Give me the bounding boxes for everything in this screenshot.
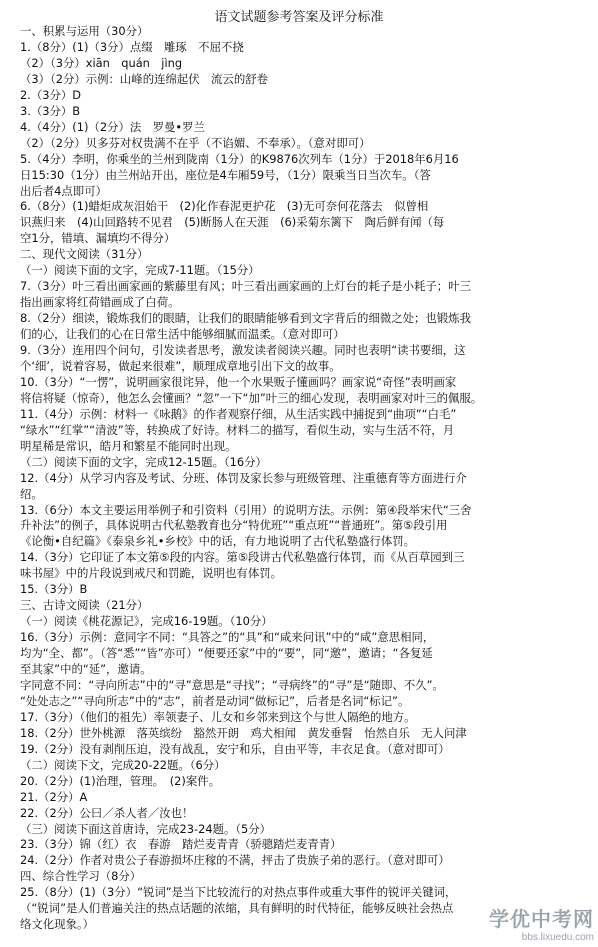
answer-line: 三、古诗文阅读（21分） (20, 598, 149, 613)
answer-line: 出后者4点即可） (20, 183, 107, 198)
answer-line: 24.（2分）作者对贵公子春游损坏庄稼的不满，抨击了贵族子弟的恶行。（意对即可） (20, 853, 450, 868)
answer-line: 明星稀是常识，皓月和繁星不能同时出现。 (20, 438, 237, 453)
answer-line: “绿水”“红掌”“清波”等，转换成了好诗。材料二的描写，看似生动，实与生活不符，月 (20, 422, 455, 437)
watermark (489, 903, 594, 943)
answer-line: 3.（3分）B (20, 103, 81, 118)
answer-line: （一）阅读下面的文字，完成7-11题。（15分） (20, 263, 260, 278)
watermark-url: bbs.lixuedu.com (521, 932, 594, 943)
answer-line: 16.（3分）示例：意同字不同：“具答之”的“具”和“咸来问讯”中的“咸”意思相同， (20, 630, 435, 645)
answer-line: 11.（4分）示例：材料一《咏鹅》的作者观察仔细，从生活实践中捕捉到“曲项”“白毛” (20, 406, 457, 421)
answer-line: 将信将疑（惊奇），他怎么会懂画？“忽”一下“加”叶三的细心发现，表明画家对叶三的佩服。 (20, 390, 483, 405)
answer-line: 5.（4分）李明，你乘坐的兰州到陇南（1分）的K9876次列车（1分）于2018年6月16 (20, 151, 459, 166)
answer-line: 味书屋》中的片段说到戒尺和罚跪，说明也有体罚。 (20, 566, 282, 581)
answer-line: 23.（3分）锦（红）衣 春游 踏烂麦青青（骄骢踏烂麦青青） (20, 837, 342, 852)
answer-line: 升补法”的例子，具体说明古代私塾教育也分“特优班”“重点班”“普通班”。第⑤段引用 (20, 518, 448, 533)
answer-line: （3）（2分）示例：山峰的连绵起伏 流云的舒卷 (20, 71, 268, 86)
answer-line: 络文化现象。） (20, 917, 95, 932)
answer-line: 22.（2分）公曰／杀人者／汝也！ (20, 805, 194, 820)
answer-line: 识燕归来 (4)山回路转不见君 (5)断肠人在天涯 (6)采菊东篱下 陶后鲜有闻（每 (20, 215, 445, 230)
answer-line: 字同意不同：“寻向所志”中的“寻”意思是“寻找”；“寻病终”的“寻”是“随即、不久”。 (20, 677, 444, 692)
answer-line: 9.（3分）连用四个问句，引发读者思考，激发读者阅读兴趣。同时也表明“读书要细，这 (20, 343, 466, 357)
answer-line: 21.（2分）A (20, 789, 88, 804)
answer-line: 20.（2分）(1)治理，管理。 (2)案件。 (20, 773, 221, 788)
answer-line: 10.（3分）“一愣”，说明画家很诧异，他一个水果贩子懂画吗？画家说“奇怪”表明画家 (20, 374, 457, 389)
answer-line: 均为“全、都”。（答“悉”“皆”亦可）“便要还家”中的“要”，同“邀”，邀请；“各复延 (20, 646, 433, 661)
answer-line: 空1分，错填、漏填均不得分） (20, 231, 176, 246)
answer-line: （2）（2分）贝多芬对权贵满不在乎（不谄媚、不奉承）。（意对即可） (20, 135, 371, 150)
answer-line: （一）阅读《桃花源记》，完成16-19题。（10分） (20, 614, 273, 629)
answer-line: “处处志之”“寻向所志”中的“志”，前者是动词“做标记”，后者是名词“标记”。 (20, 693, 410, 708)
answer-line: 25.（8分）(1)（3分）“锐词”是当下比较流行的对热点事件或重大事件的锐评关键词， (20, 885, 457, 900)
watermark-site-name: 学优中考网 (489, 909, 594, 931)
answer-line: 《论衡•自纪篇》《泰泉乡礼•乡校》中的话，有力地说明了古代私塾盛行体罚。 (20, 534, 416, 549)
answer-line: 4.（4分）(1)（2分）法 罗曼•罗兰 (20, 119, 205, 134)
answer-line: 8.（2分）细读，锻炼我们的眼睛，让我们的眼睛能够看到文字背后的细微之处；也锻炼我 (20, 311, 471, 326)
answer-line: 一、积累与运用（30分） (20, 24, 149, 38)
answer-line: （二）阅读下面的文字，完成12-15题。（16分） (20, 454, 267, 469)
answer-line: 7.（3分）叶三看出画家画的紫藤里有风；叶三看出画家画的上灯台的耗子是小耗子；叶三 (20, 279, 471, 294)
answer-line: 四、综合性学习（8分） (20, 869, 142, 884)
answer-line: 2.（3分）D (20, 87, 82, 102)
answer-line: 13.（6分）本文主要运用举例子和引资料（引用）的说明方法。示例：第④段举宋代“三舍 (20, 502, 472, 517)
answer-line: 们的心，让我们的心在日常生活中能够细腻而温柔。（意对即可） (20, 327, 345, 342)
answer-line: 18.（2分）世外桃源 落英缤纷 豁然开朗 鸡犬相闻 黄发垂髫 怡然自乐 无人问津 (20, 725, 467, 740)
answer-line: 19.（2分）没有剥削压迫，没有战乱，安宁和乐，自由平等，丰衣足食。（意对即可） (20, 741, 450, 756)
answer-line: 12.（4分）从学习内容及考试、分班、体罚及家长参与班级管理、注重德育等方面进行介 (20, 470, 467, 485)
answer-line: 14.（3分）它印证了本文第⑤段的内容。第⑤段讲古代私塾盛行体罚，而《从百草园到三 (20, 550, 465, 565)
answer-line: （三）阅读下面这首唐诗，完成23-24题。（5分） (20, 821, 272, 836)
answer-line: （2）（3分）xiān quán jìng (20, 55, 183, 70)
document-title: 语文试题参考答案及评分标准 (214, 10, 384, 25)
answer-line: 日15:30（1分）由兰州站开出，座位是4车厢59号，（1分）限乘当日当次车。（答 (20, 167, 431, 182)
answer-line: 1.（8分）(1)（3分）点缀 雕琢 不屈不挠 (20, 39, 244, 54)
answer-line: 绍。 (20, 486, 43, 501)
answer-line: 17.（3分）（他们的祖先）率领妻子、儿女和乡邻来到这个与世人隔绝的地方。 (20, 709, 416, 724)
answer-line: （“锐词”是人们普遍关注的热点话题的浓缩，具有鲜明的时代特征，能够反映社会热点 (20, 901, 454, 916)
answer-line: 个‘细’，说着容易，做起来很难”，顺理成章地引出下文的故事。 (20, 358, 341, 373)
answer-line: 至其家”中的“延”，邀请。 (20, 662, 152, 676)
answer-line: 二、现代文阅读（31分） (20, 247, 149, 262)
answer-line: 15.（3分）B (20, 582, 88, 597)
answer-line: （二）阅读下文，完成20-22题。（6分） (20, 757, 226, 772)
answer-line: 6.（8分）(1)蜡炬成灰泪始干 (2)化作春泥更护花 (3)无可奈何花落去 似曾相 (20, 199, 429, 214)
answer-line: 指出画家将红荷错画成了白荷。 (20, 295, 180, 310)
